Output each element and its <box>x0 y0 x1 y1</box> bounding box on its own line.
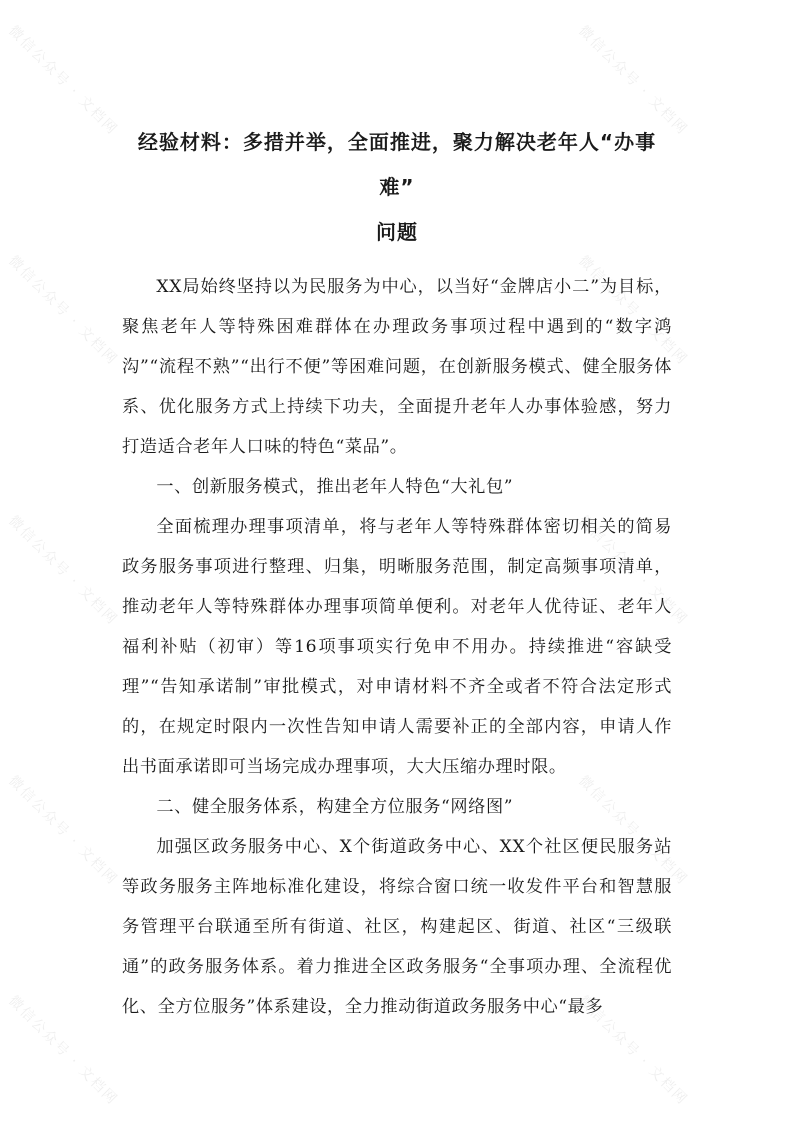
watermark: 微信公众号 · 文档网 <box>575 252 691 369</box>
intro-paragraph: XX局始终坚持以为民服务为中心，以当好“金牌店小二”为目标，聚焦老年人等特殊困难群体在办理政务事项过程中遇到的“数字鸿沟”“流程不熟”“出行不便”等困难问题，在创新服务模式、健全服务体系、优化服务方式上持续下功夫，全面提升老年人办事体验感，努力打造适合老年人口味的特色“菜品”。 <box>122 277 672 457</box>
document-title <box>122 120 672 255</box>
section-2-heading: 二、健全服务体系，构建全方位服务“网络图” <box>156 797 514 817</box>
watermark: 微信公众号 · 文档网 <box>575 512 691 629</box>
watermark: 微信公众号 · 文档网 <box>575 22 691 139</box>
watermark: 微信公众号 · 文档网 <box>5 22 121 139</box>
watermark: 微信公众号 · 文档网 <box>5 772 121 889</box>
watermark: 微信公众号 · 文档网 <box>575 772 691 889</box>
section-1-paragraph: 全面梳理办理事项清单，将与老年人等特殊群体密切相关的简易政务服务事项进行整理、归集，明晰服务范围，制定高频事项清单，推动老年人等特殊群体办理事项简单便利。对老年人优待证、老年人福利补贴（初审）等16项事项实行免申不用办。持续推进“容缺受理”“告知承诺制”审批模式，对申请材料不齐全或者不符合法定形式的，在规定时限内一次性告知申请人需要补正的全部内容，申请人作出书面承诺即可当场完成办理事项，大大压缩办理时限。 <box>122 517 672 777</box>
title-line-2: 问题 <box>376 220 418 244</box>
watermark: 微信公众号 · 文档网 <box>5 252 121 369</box>
title-line-1: 经验材料：多措并举，全面推进，聚力解决老年人“办事难” <box>137 130 657 199</box>
document-page <box>122 120 672 1027</box>
section-1-heading: 一、创新服务模式，推出老年人特色“大礼包” <box>156 477 514 497</box>
watermark: 微信公众号 · 文档网 <box>575 992 691 1109</box>
watermark: 微信公众号 · 文档网 <box>5 512 121 629</box>
section-2-paragraph: 加强区政务服务中心、X个街道政务中心、XX个社区便民服务站等政务服务主阵地标准化建设，将综合窗口统一收发件平台和智慧服务管理平台联通至所有街道、社区，构建起区、街道、社区“三级联通”的政务服务体系。着力推进全区政务服务“全事项办理、全流程优化、全方位服务”体系建设，全力推动街道政务服务中心“最多 <box>122 837 672 1017</box>
watermark: 微信公众号 · 文档网 <box>5 992 121 1109</box>
